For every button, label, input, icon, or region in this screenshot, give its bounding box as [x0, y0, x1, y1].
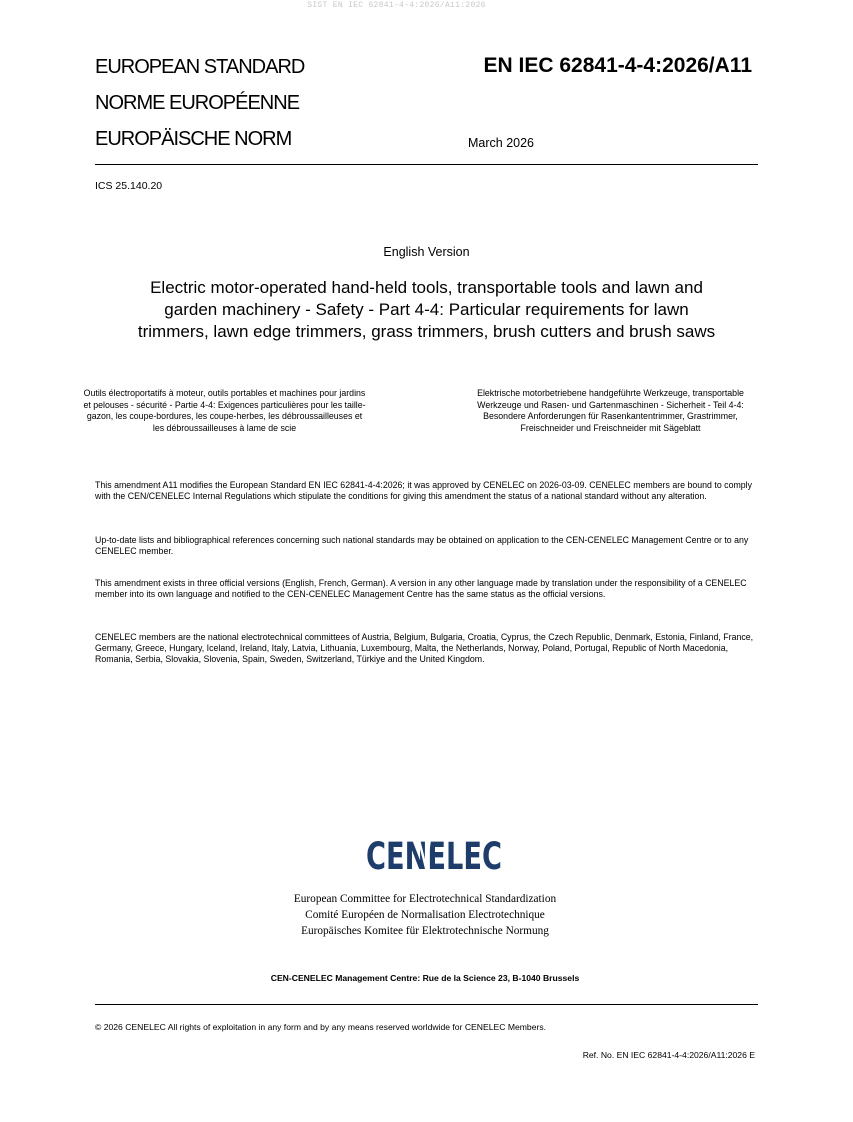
- organisation-name-de: Europäisches Komitee für Elektrotechnische Normung: [301, 925, 549, 937]
- standard-name-en: EUROPEAN STANDARD: [95, 56, 305, 78]
- paragraph-approval: This amendment A11 modifies the European Standard EN IEC 62841-4-4:2026; it was approved by CENELEC on 2026-03-09. CENELEC members are bound to comply with the CEN/CENELEC Internal Regulations which stipulate the conditions for giving this amendment the status of a national standard without any alteration.: [95, 480, 753, 501]
- watermark: SIST EN IEC 62841-4-4:2026/A11:2026: [307, 1, 486, 10]
- ics-code: ICS 25.140.20: [95, 180, 163, 192]
- footer-rule: [95, 1004, 758, 1005]
- title-german: Elektrische motorbetriebene handgeführte Werkzeuge, transportable Werkzeuge und Rasen- und Gartenmaschinen - Sicherheit - Teil 4-4: Besondere Anforderungen für Rasenkantentrimmer, Grastrimmer, Freischneider und Freischneider mit Sägeblatt: [477, 388, 744, 433]
- reference-number: Ref. No. EN IEC 62841-4-4:2026/A11:2026 E: [582, 1050, 755, 1060]
- standard-name-de: EUROPÄISCHE NORM: [95, 128, 292, 150]
- management-centre-address: CEN-CENELEC Management Centre: Rue de la Science 23, B-1040 Brussels: [270, 973, 580, 983]
- publication-date: March 2026: [468, 136, 535, 150]
- organisation-name-fr: Comité Européen de Normalisation Electrotechnique: [305, 909, 545, 921]
- standard-number: EN IEC 62841-4-4:2026/A11: [483, 54, 752, 77]
- version-label: English Version: [383, 245, 470, 259]
- paragraph-versions: This amendment exists in three official versions (English, French, German). A version in any other language made by translation under the responsibility of a CENELEC member into its own language and notified to the CEN-CENELEC Management Centre has the same status as the official versions.: [95, 578, 747, 599]
- copyright-notice: © 2026 CENELEC All rights of exploitation in any form and by any means reserved worldwide for CENELEC Members.: [95, 1022, 547, 1032]
- standard-name-fr: NORME EUROPÉENNE: [95, 92, 300, 114]
- organisation-name-en: European Committee for Electrotechnical Standardization: [293, 893, 557, 905]
- paragraph-members: CENELEC members are the national electrotechnical committees of Austria, Belgium, Bulgaria, Croatia, Cyprus, the Czech Republic, Denmark, Estonia, Finland, France, Germany, Greece, Hungary, Iceland, Ireland, Italy, Latvia, Lithuania, Luxembourg, Malta, the Netherlands, Norway, Poland, Portugal, Republic of North Macedonia, Romania, Serbia, Slovakia, Slovenia, Spain, Sweden, Switzerland, Türkiye and the United Kingdom.: [95, 632, 754, 664]
- title-french: Outils électroportatifs à moteur, outils portables et machines pour jardins et pelouses - sécurité - Partie 4-4: Exigences particulières pour les taille-gazon, les coupe-bordures, les coupe-herbes, les débroussailleuses et les débroussailleuses à lame de scie: [83, 388, 366, 433]
- cenelec-logo: [366, 824, 506, 878]
- svg-text:CENELEC: CENELEC: [366, 835, 502, 878]
- header-rule: [95, 164, 758, 165]
- paragraph-references: Up-to-date lists and bibliographical references concerning such national standards may be obtained on application to the CEN-CENELEC Management Centre or to any CENELEC member.: [95, 535, 749, 556]
- organisation-names: [0, 891, 850, 939]
- title-english: Electric motor-operated hand-held tools, transportable tools and lawn and garden machinery - Safety - Part 4-4: Particular requirements for lawn trimmers, lawn edge trimmers, grass trimmers, brush cutters and brush saws: [137, 278, 716, 341]
